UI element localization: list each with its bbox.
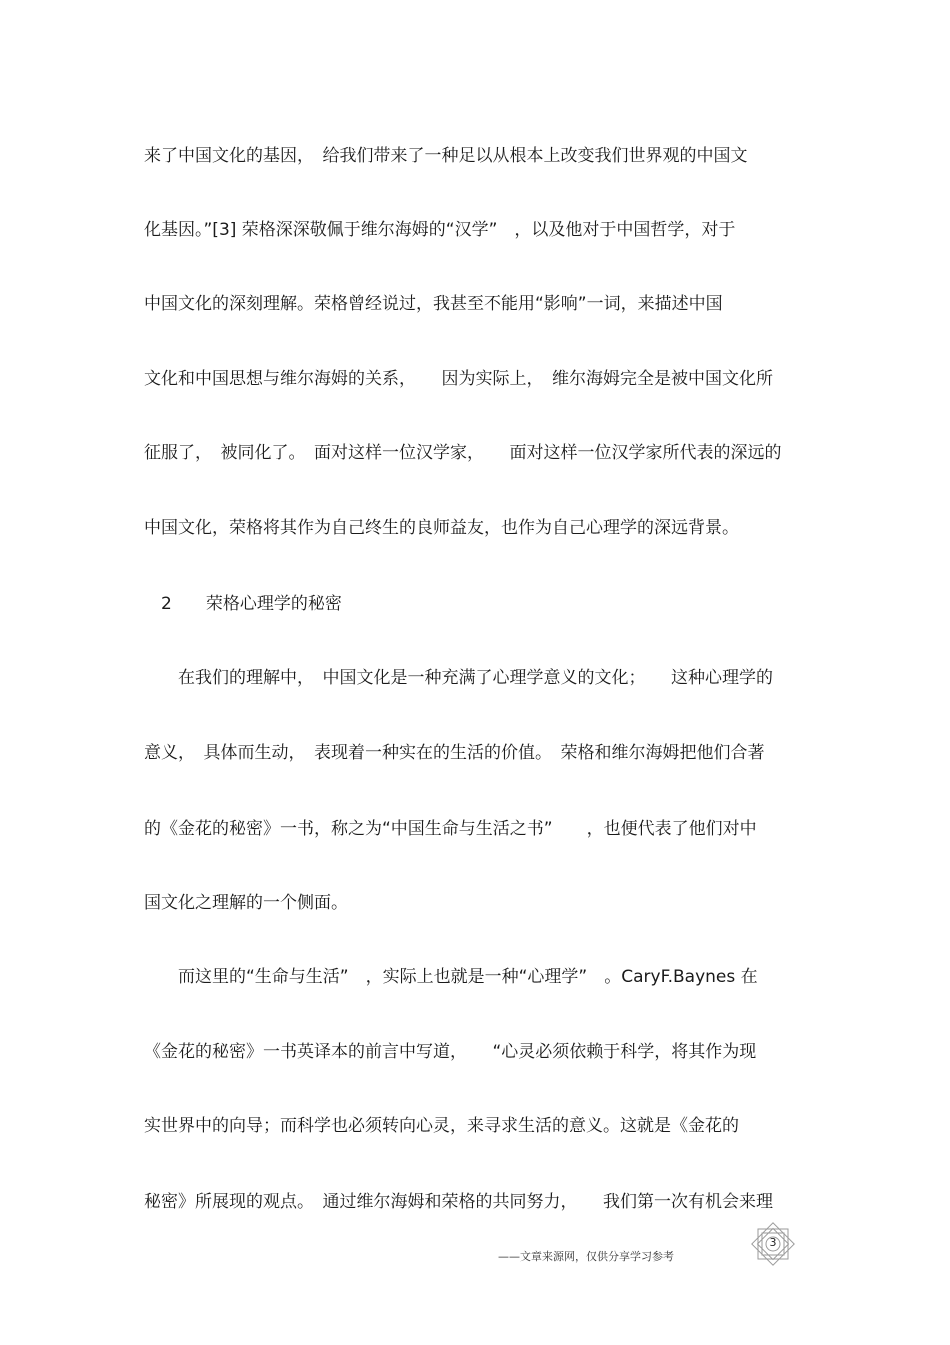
body-line: 中国文化的深刻理解。荣格曾经说过，我甚至不能用“影响”一词，来描述中国 xyxy=(144,294,723,314)
body-line: 《金花的秘密》一书英译本的前言中写道， “心灵必须依赖于科学，将其作为现 xyxy=(144,1042,757,1062)
body-line: 国文化之理解的一个侧面。 xyxy=(144,893,348,913)
body-line: 化基因。”[3] 荣格深深敬佩于维尔海姆的“汉学” ，以及他对于中国哲学，对于 xyxy=(144,220,736,240)
footer-source-note: ——文章来源网，仅供分享学习参考 xyxy=(498,1250,674,1263)
section-heading: 2 荣格心理学的秘密 xyxy=(144,594,342,614)
body-line: 实世界中的向导；而科学也必须转向心灵，来寻求生活的意义。这就是《金花的 xyxy=(144,1116,739,1136)
body-line: 文化和中国思想与维尔海姆的关系， 因为实际上， 维尔海姆完全是被中国文化所 xyxy=(144,369,773,389)
body-line: 的《金花的秘密》一书，称之为“中国生命与生活之书” ，也便代表了他们对中 xyxy=(144,819,757,839)
page-number: 3 xyxy=(769,1236,777,1249)
page-number-badge xyxy=(750,1221,796,1267)
body-line: 来了中国文化的基因， 给我们带来了一种足以从根本上改变我们世界观的中国文 xyxy=(144,146,748,166)
body-line: 征服了， 被同化了。 面对这样一位汉学家， 面对这样一位汉学家所代表的深远的 xyxy=(144,443,782,463)
body-line: 秘密》所展现的观点。 通过维尔海姆和荣格的共同努力， 我们第一次有机会来理 xyxy=(144,1192,773,1212)
body-line: 而这里的“生命与生活” ，实际上也就是一种“心理学” 。CaryF.Baynes 在 xyxy=(144,967,758,987)
body-line: 意义， 具体而生动， 表现着一种实在的生活的价值。 荣格和维尔海姆把他们合著 xyxy=(144,743,765,763)
body-line: 在我们的理解中， 中国文化是一种充满了心理学意义的文化； 这种心理学的 xyxy=(144,668,773,688)
body-line: 中国文化，荣格将其作为自己终生的良师益友，也作为自己心理学的深远背景。 xyxy=(144,518,739,538)
